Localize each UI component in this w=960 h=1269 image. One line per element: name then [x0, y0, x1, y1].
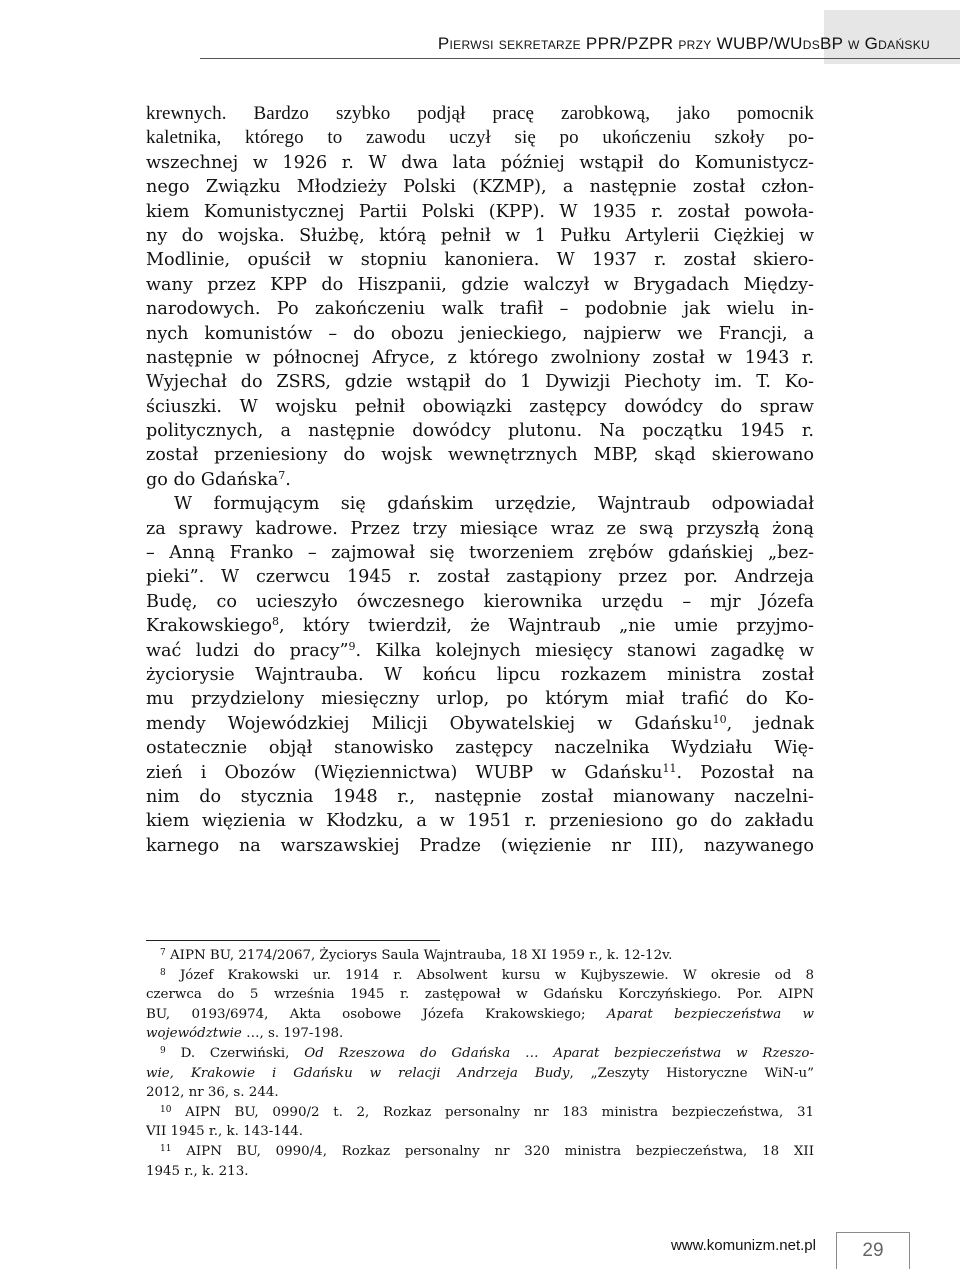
- text-line: Krakowskiego$^8$, który twierdził, że Wajntraub „nie umie przyjmo-: [146, 615, 814, 637]
- text-line: narodowych. Po zakończeniu walk trafił – podobnie jak wielu in-: [146, 299, 814, 320]
- footnote-line: 1945 r., k. 213.: [146, 1163, 249, 1179]
- text-line: – Anną Franko – zajmował się tworzeniem zrębów gdańskiej „bez-: [146, 543, 814, 564]
- footnote-line: BU, 0193/6974, Akta osobowe Józefa Krakowskiego; Aparat bezpieczeństwa w: [146, 1006, 814, 1022]
- italic-title: wie, Krakowie i Gdańsku w relacji Andrzeja Budy: [146, 1065, 570, 1081]
- text-line: ściuszki. W wojsku pełnił obowiązki zastępcy dowódcy do spraw: [146, 396, 814, 417]
- text-line: W formującym się gdańskim urzędzie, Wajntraub odpowiadał: [174, 494, 814, 515]
- text-line: wany przez KPP do Hiszpanii, gdzie walczył w Brygadach Między-: [146, 274, 814, 295]
- footnote-ref: 9: [348, 639, 356, 653]
- text-line: politycznych, a następnie dowódcy plutonu. Na początku 1945 r.: [146, 421, 814, 442]
- footnote-ref: 11: [662, 761, 677, 775]
- text-line: mendy Wojewódzkiej Milicji Obywatelskiej w Gdańsku$^{10}$, jednak: [146, 712, 814, 734]
- text-line: Wyjechał do ZSRS, gdzie wstąpił do 1 Dywizji Piechoty im. T. Ko-: [146, 372, 814, 393]
- footnote-line: czerwca do 5 września 1945 r. zastępował w Gdańsku Korczyńskiego. Por. AIPN: [146, 987, 814, 1003]
- text-line: ostatecznie objął stanowisko zastępcy naczelnika Wydziału Wię-: [146, 738, 814, 759]
- footnote-line: $^9$ D. Czerwiński, Od Rzeszowa do Gdańska … Aparat bezpieczeństwa w Rzeszo-: [160, 1045, 814, 1061]
- page-number: 29: [836, 1232, 910, 1269]
- footnote-line: wie, Krakowie i Gdańsku w relacji Andrzeja Budy, „Zeszyty Historyczne WiN-u”: [146, 1065, 814, 1081]
- text-line: ny do wojska. Służbę, którą pełnił w 1 Pułku Artylerii Ciężkiej w: [146, 225, 814, 246]
- footnote-line: VII 1945 r., k. 143-144.: [146, 1124, 304, 1140]
- footnotes: [146, 946, 814, 1181]
- footnote-line: województwie …, s. 197-198.: [146, 1026, 344, 1042]
- text-line: mu przydzielony miesięczny urlop, po którym miał trafić do Ko-: [146, 689, 814, 710]
- footnote-number: 8: [160, 967, 166, 978]
- footnote-ref: 10: [712, 712, 727, 726]
- footnote-line: 2012, nr 36, s. 244.: [146, 1085, 279, 1101]
- text-line: kiem Komunistycznej Partii Polski (KPP). W 1935 r. został powoła-: [146, 201, 814, 222]
- header-rule: [200, 58, 960, 59]
- text-line: kiem więzienia w Kłodzku, a w 1951 r. przeniesiono go do zakładu: [146, 811, 814, 832]
- footnote-number: 10: [160, 1104, 172, 1115]
- text-line: nego Związku Młodzieży Polski (KZMP), a następnie został człon-: [146, 177, 814, 198]
- footnote-ref: 8: [271, 615, 279, 629]
- text-line: krewnych. Bardzo szybko podjął pracę zarobkową, jako pomocnik: [146, 103, 814, 124]
- text-line: nim do stycznia 1948 r., następnie został mianowany naczelni-: [146, 786, 814, 807]
- text-line: został przeniesiony do wojsk wewnętrznych MBP, skąd skierowano: [146, 445, 814, 466]
- italic-title: Od Rzeszowa do Gdańska … Aparat bezpieczeństwa w Rzeszo-: [304, 1045, 814, 1061]
- running-header-title: Pierwsi sekretarze PPR/PZPR przy WUBP/WUdsBP w Gdańsku: [437, 34, 930, 53]
- text-line: za sprawy kadrowe. Przez trzy miesiące wraz ze swą przyszłą żoną: [146, 518, 814, 539]
- footnote-line: $^7$ AIPN BU, 2174/2067, Życiorys Saula Wajntrauba, 18 XI 1959 r., k. 12-12v.: [160, 948, 673, 963]
- text-line: kaletnika, którego to zawodu uczył się po ukończeniu szkoły po-: [146, 127, 814, 149]
- footnote-number: 9: [160, 1045, 166, 1056]
- text-line: wszechnej w 1926 r. W dwa lata później wstąpił do Komunistycz-: [146, 152, 814, 173]
- footnote-ref: 7: [278, 468, 286, 482]
- text-line: Modlinie, opuścił w stopniu kanoniera. W 1937 r. został skiero-: [146, 250, 814, 271]
- footnote-number: 7: [160, 948, 166, 958]
- footer-url: www.komunizm.net.pl: [670, 1237, 816, 1254]
- text-line: wać ludzi do pracy”$^9$. Kilka kolejnych miesięcy stanowi zagadkę w: [146, 639, 814, 661]
- italic-title: Aparat bezpieczeństwa w: [606, 1006, 814, 1022]
- main-text: [146, 102, 814, 858]
- text-line: go do Gdańska$^7$.: [146, 468, 291, 490]
- footnote-separator: [146, 940, 440, 941]
- text-line: karnego na warszawskiej Pradze (więzienie nr III), nazywanego: [146, 835, 814, 856]
- footnote-number: 11: [160, 1143, 172, 1154]
- text-line: życiorysie Wajntrauba. W końcu lipcu rozkazem ministra został: [146, 664, 814, 685]
- footnote-line: $^{10}$ AIPN BU, 0990/2 t. 2, Rozkaz personalny nr 183 ministra bezpieczeństwa, 31: [160, 1104, 814, 1120]
- footnote-line: $^8$ Józef Krakowski ur. 1914 r. Absolwent kursu w Kujbyszewie. W okresie od 8: [160, 967, 814, 983]
- text-line: Budę, co ucieszyło ówczesnego kierownika urzędu – mjr Józefa: [146, 591, 814, 612]
- text-line: pieki”. W czerwcu 1945 r. został zastąpiony przez por. Andrzeja: [146, 567, 814, 588]
- italic-title: województwie: [146, 1026, 242, 1042]
- text-line: zień i Obozów (Więziennictwa) WUBP w Gdańsku$^{11}$. Pozostał na: [146, 761, 814, 783]
- footnote-line: $^{11}$ AIPN BU, 0990/4, Rozkaz personalny nr 320 ministra bezpieczeństwa, 18 XII: [160, 1143, 814, 1159]
- text-line: nych komunistów – do obozu jenieckiego, najpierw we Francji, a: [146, 323, 814, 344]
- text-line: następnie w północnej Afryce, z którego zwolniony został w 1943 r.: [146, 347, 814, 368]
